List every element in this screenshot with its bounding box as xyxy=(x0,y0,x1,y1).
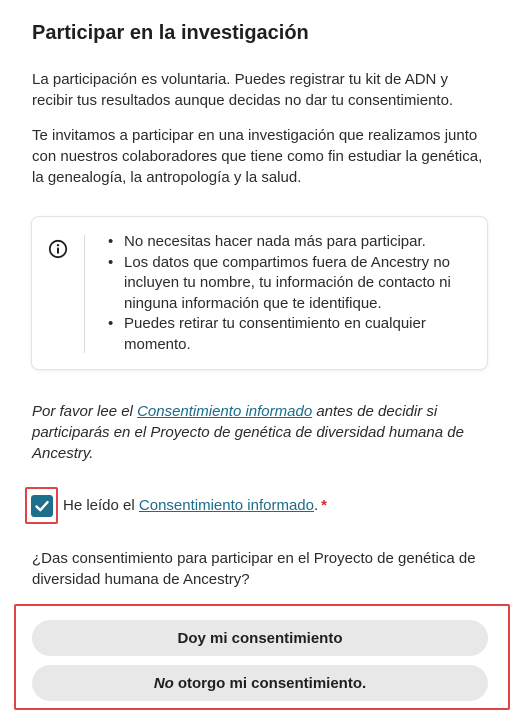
decline-rest: otorgo mi consentimiento. xyxy=(177,674,367,692)
info-bullet-item: • Los datos que compartimos fuera de Ancestry no incluyen tu nombre, tu información de contacto ni ninguna información que te identifique. xyxy=(108,253,478,315)
checkbox-highlight-frame xyxy=(25,487,58,524)
required-asterisk: * xyxy=(321,497,327,514)
read-consent-checkbox-row xyxy=(25,487,327,524)
consent-buttons-highlight-frame xyxy=(14,604,510,710)
read-consent-checkbox[interactable] xyxy=(31,495,53,517)
info-bullet-list xyxy=(108,232,478,355)
intro-paragraph-voluntary: La participación es voluntaria. Puedes registrar tu kit de ADN y recibir tus resultados aunque decidas no dar tu consentimiento. xyxy=(32,71,454,109)
checkbox-label xyxy=(63,497,327,514)
info-bullet-item: • No necesitas hacer nada más para participar. xyxy=(108,232,478,253)
info-bullet-item: • Puedes retirar tu consentimiento en cualquier momento. xyxy=(108,314,478,355)
consent-question: ¿Das consentimiento para participar en el Proyecto de genética de diversidad humana de Ancestry? xyxy=(32,550,476,588)
decline-emphasis: No xyxy=(153,674,174,692)
info-box xyxy=(31,216,488,370)
note-text-before: Por favor lee el xyxy=(32,403,138,420)
checkmark-icon xyxy=(34,498,50,514)
informed-consent-link-note[interactable]: Consentimiento informado xyxy=(137,403,313,420)
info-divider xyxy=(84,235,85,353)
note-text-after: antes de decidir si participarás en el Proyecto de genética de diversidad humana de Ancestry. xyxy=(32,403,464,462)
checkbox-label-before: He leído el xyxy=(63,497,139,514)
consent-reading-note xyxy=(32,401,492,464)
informed-consent-link-checkbox[interactable]: Consentimiento informado xyxy=(138,497,314,514)
page-title: Participar en la investigación xyxy=(32,22,309,44)
intro-paragraph-invitation: Te invitamos a participar en una investigación que realizamos junto con nuestros colaboradores que tiene como fin estudiar la genética, la genealogía, la antropología y la salud. xyxy=(32,127,483,186)
checkbox-label-after: . xyxy=(313,497,319,514)
info-circle-icon xyxy=(48,239,68,259)
give-consent-button[interactable]: Doy mi consentimiento xyxy=(32,620,488,656)
decline-consent-button[interactable] xyxy=(32,665,488,701)
